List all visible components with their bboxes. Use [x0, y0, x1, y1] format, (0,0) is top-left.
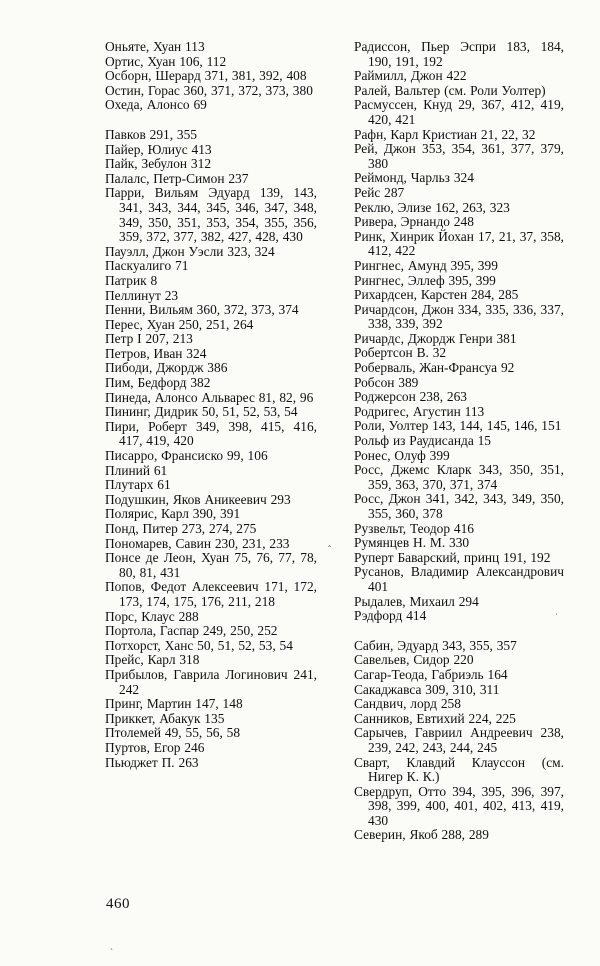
index-entry: Павков 291, 355 [105, 126, 197, 142]
index-entry: Парри, Вильям Эдуард 139, 143, 341, 343, 344, 345, 346, 347, 348, 349, 350, 351, 353, 354, 355, 356, 359, 372, 377, 382, 427, 428, 430 [105, 185, 317, 245]
index-entry: Рей, Джон 353, 354, 361, 377, 379, 380 [354, 141, 564, 171]
index-entry: Приккет, Абакук 135 [105, 710, 225, 726]
index-entry: Радиссон, Пьер Эспри 183, 184, 190, 191, 192 [354, 39, 564, 69]
index-entry: Петр I 207, 213 [105, 331, 193, 347]
index-entry: Русанов, Владимир Александрович 401 [354, 564, 564, 594]
index-entry: Петров, Иван 324 [105, 345, 207, 361]
index-entry: Руперт Баварский, принц 191, 192 [354, 549, 551, 565]
index-entry: Расмуссен, Кнуд 29, 367, 412, 419, 420, 421 [354, 97, 564, 127]
index-entry: Роджерсон 238, 263 [354, 389, 467, 405]
index-entry: Пири, Роберт 349, 398, 415, 416, 417, 419, 420 [105, 418, 317, 449]
index-entry: Рольф из Раудисанда 15 [354, 433, 492, 449]
index-entry: Пеллинут 23 [105, 287, 179, 303]
index-entry: Пибоди, Джордж 386 [105, 360, 228, 376]
letter-group-gap [105, 113, 317, 128]
index-entry: Сагар-Теода, Габриэль 164 [354, 666, 508, 682]
index-entry: Свердруп, Отто 394, 395, 396, 397, 398, 399, 400, 401, 402, 413, 419, 430 [354, 783, 564, 828]
index-entry: Осборн, Шерард 371, 381, 392, 408 [105, 68, 307, 84]
index-entry: Писарро, Франсиско 99, 106 [105, 448, 268, 464]
page-number: 460 [106, 896, 130, 912]
index-entry: Портола, Гаспар 249, 250, 252 [105, 623, 278, 639]
index-entry: Перес, Хуан 250, 251, 264 [105, 316, 254, 332]
index-entry: Реймонд, Чарльз 324 [354, 170, 474, 186]
index-entry: Принг, Мартин 147, 148 [105, 696, 243, 712]
index-entry: Рейс 287 [354, 184, 405, 200]
index-entry: Ронес, Олуф 399 [354, 447, 450, 463]
index-entry: Оньяте, Хуан 113 [105, 39, 205, 54]
index-entry: Потхорст, Ханс 50, 51, 52, 53, 54 [105, 637, 293, 653]
index-entry: Пайер, Юлиус 413 [105, 141, 212, 157]
index-entry: Рыдалев, Михаил 294 [354, 593, 479, 609]
index-entry: Рингнес, Эллеф 395, 399 [354, 272, 496, 288]
index-entry: Ринк, Хинрик Йохан 17, 21, 37, 358, 412, 422 [354, 228, 564, 259]
index-entry: Реклю, Элизе 162, 263, 323 [354, 199, 510, 215]
index-entry: Полярис, Карл 390, 391 [105, 506, 241, 522]
index-entry: Сабин, Эдуард 343, 355, 357 [354, 637, 517, 653]
index-entry: Сакаджавса 309, 310, 311 [354, 681, 500, 697]
index-entry: Попов, Федот Алексеевич 171, 172, 173, 174, 175, 176, 211, 218 [105, 579, 317, 609]
index-entry: Птолемей 49, 55, 56, 58 [105, 725, 241, 741]
index-entry: Охеда, Алонсо 69 [105, 97, 207, 113]
index-entry: Савельев, Сидор 220 [354, 652, 474, 668]
index-entry: Пуртов, Егор 246 [105, 739, 205, 755]
index-entry: Рингнес, Амунд 395, 399 [354, 257, 498, 273]
index-entry: Ортис, Хуан 106, 112 [105, 53, 227, 69]
index-entry: Понд, Питер 273, 274, 275 [105, 521, 257, 536]
index-entry: Санников, Евтихий 224, 225 [354, 710, 516, 726]
index-entry: Пинеда, Алонсо Альварес 81, 82, 96 [105, 389, 314, 405]
letter-group-gap [354, 624, 564, 639]
index-entry: Росс, Джемс Кларк 343, 350, 351, 359, 363, 370, 371, 374 [354, 462, 564, 492]
index-entry: Паскуалиго 71 [105, 258, 189, 274]
index-entry: Патрик 8 [105, 272, 158, 288]
index-entry: Прейс, Карл 318 [105, 652, 200, 668]
index-entry: Рихардсен, Карстен 284, 285 [354, 287, 519, 303]
index-entry: Родригес, Агустин 113 [354, 403, 485, 419]
index-entry: Ривера, Эрнандо 248 [354, 214, 474, 230]
index-entry: Раймилл, Джон 422 [354, 68, 467, 84]
index-entry: Ричардсон, Джон 334, 335, 336, 337, 338, 339, 392 [354, 301, 564, 332]
index-entry: Понсе де Леон, Хуан 75, 76, 77, 78, 80, 81, 431 [105, 550, 317, 580]
index-entry: Пономарев, Савин 230, 231, 233 [105, 535, 290, 551]
index-entry: Росс, Джон 341, 342, 343, 349, 350, 355, 360, 378 [354, 491, 564, 521]
index-column-left [105, 40, 317, 770]
index-entry: Плиний 61 [105, 462, 168, 478]
index-entry: Пим, Бедфорд 382 [105, 375, 211, 391]
index-entry: Пининг, Дидрик 50, 51, 52, 53, 54 [105, 404, 298, 420]
index-entry: Рузвельт, Теодор 416 [354, 520, 474, 536]
index-entry: Сарычев, Гавриил Андреевич 238, 239, 242, 243, 244, 245 [354, 725, 564, 755]
scan-speck: ˏ [110, 940, 113, 950]
index-entry: Остин, Горас 360, 371, 372, 373, 380 [105, 82, 313, 98]
index-entry: Ричардс, Джордж Генри 381 [354, 330, 517, 346]
index-entry: Пьюджет П. 263 [105, 754, 199, 770]
index-entry: Порс, Клаус 288 [105, 608, 199, 624]
index-entry: Роли, Уолтер 143, 144, 145, 146, 151 [354, 418, 562, 434]
scan-speck: ˆ [328, 544, 331, 554]
index-entry: Пауэлл, Джон Уэсли 323, 324 [105, 243, 275, 259]
index-entry: Пенни, Вильям 360, 372, 373, 374 [105, 302, 299, 318]
index-entry: Рафн, Карл Кристиан 21, 22, 32 [354, 126, 536, 142]
index-entry: Северин, Якоб 288, 289 [354, 827, 489, 843]
index-entry: Подушкин, Яков Аникеевич 293 [105, 491, 291, 507]
index-entry: Сандвич, лорд 258 [354, 696, 461, 712]
index-entry: Сварт, Клавдий Клауссон (см. Нигер К. К.) [354, 754, 564, 785]
index-entry: Румянцев Н. М. 330 [354, 535, 470, 551]
index-entry: Пайк, Зебулон 312 [105, 156, 212, 172]
index-entry: Роберваль, Жан-Франсуа 92 [354, 360, 515, 376]
index-entry: Робертсон В. 32 [354, 345, 447, 361]
index-entry: Робсон 389 [354, 374, 419, 390]
index-entry: Ралей, Вальтер (см. Роли Уолтер) [354, 82, 546, 98]
index-entry: Прибылов, Гаврила Логинович 241, 242 [105, 666, 317, 697]
index-column-right [354, 40, 564, 843]
index-entry: Палалс, Петр-Симон 237 [105, 170, 249, 186]
scan-speck: ˈ [555, 612, 558, 622]
index-entry: Плутарх 61 [105, 477, 171, 493]
index-entry: Рэдфорд 414 [354, 608, 427, 624]
